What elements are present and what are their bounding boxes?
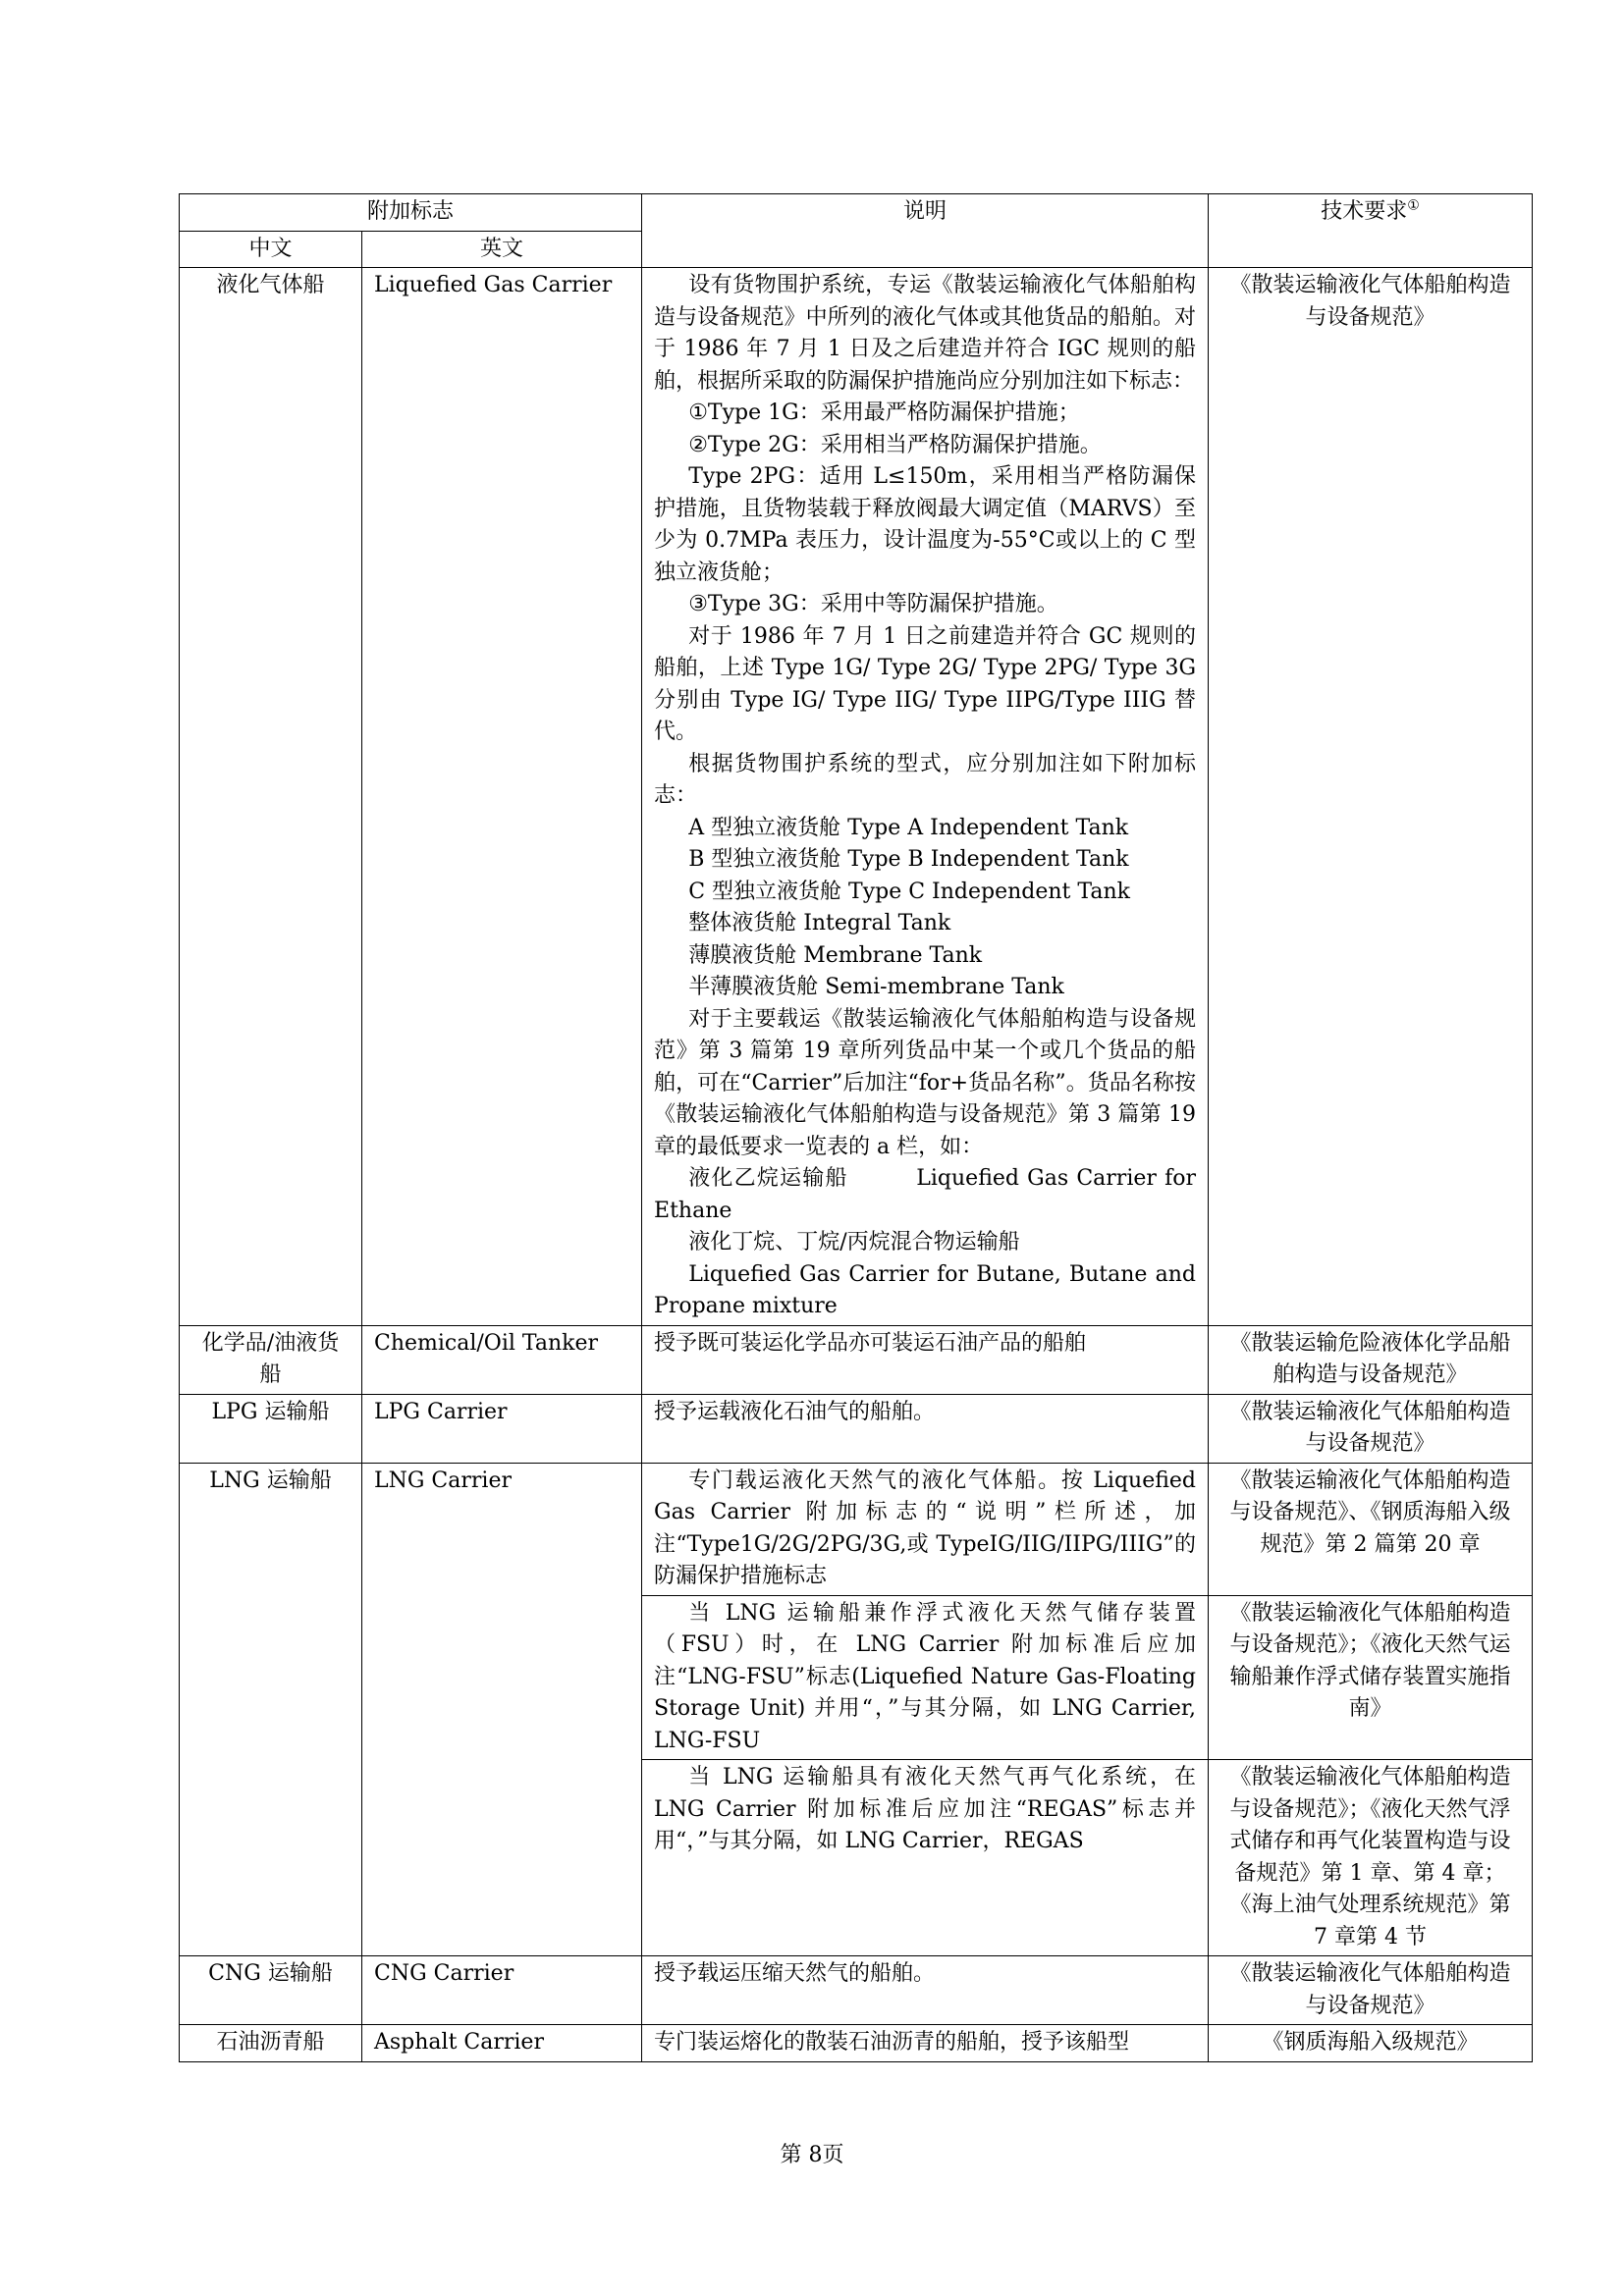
- desc-paragraph: 设有货物围护系统，专运《散装运输液化气体船舶构造与设备规范》中所列的液化气体或其他货品的船舶。对于 1986 年 7 月 1 日及之后建造并符合 IGC 规则的船舶，根据所采取的防漏保护措施尚应分别加注如下标志：: [654, 273, 1197, 394]
- zh-name: LNG 运输船: [180, 1463, 362, 1956]
- header-tech-footnote: ①: [1407, 197, 1420, 214]
- desc-paragraph: 对于主要载运《散装运输液化气体船舶构造与设备规范》第 3 篇第 19 章所列货品中某一个或几个货品的船舶，可在“Carrier”后加注“for+货品名称”。货品名称按《散装运输液化气体船舶构造与设备规范》第 3 篇第 19 章的最低要求一览表的 a 栏，如：: [654, 1006, 1197, 1159]
- desc-paragraph: 专门载运液化天然气的液化气体船。按 Liquefied Gas Carrier 附加标志的“说明”栏所述，加注“Type1G/2G/2PG/3G,或 TypeIG/IIG/IIPG/IIIG”的防漏保护措施标志: [654, 1468, 1197, 1588]
- description: 授予载运压缩天然气的船舶。: [642, 1956, 1209, 2025]
- desc-item: 薄膜液货舱 Membrane Tank: [688, 942, 983, 968]
- tech-requirement: 《散装运输危险液体化学品船舶构造与设备规范》: [1209, 1325, 1533, 1394]
- desc-paragraph: 根据货物围护系统的型式，应分别加注如下附加标志：: [654, 751, 1197, 808]
- header-group: 附加标志: [180, 194, 642, 232]
- desc-item: 整体液货舱 Integral Tank: [688, 911, 951, 935]
- tech-requirement: 《散装运输液化气体船舶构造与设备规范》: [1209, 1956, 1533, 2025]
- desc-item: B 型独立液货舱 Type B Independent Tank: [688, 847, 1129, 872]
- en-name: Chemical/Oil Tanker: [362, 1325, 642, 1394]
- desc-item: ①Type 1G：采用最严格防漏保护措施；: [688, 400, 1080, 425]
- tech-requirement: 《散装运输液化气体船舶构造与设备规范》；《液化天然气浮式储存和再气化装置构造与设备规范》第 1 章、第 4 章；《海上油气处理系统规范》第 7 章第 4 节: [1209, 1760, 1533, 1956]
- desc-paragraph: Type 2PG：适用 L≤150m，采用相当严格防漏保护措施，且货物装载于释放阀最大调定值（MARVS）至少为 0.7MPa 表压力，设计温度为-55°C或以上的 C 型独立液货舱；: [654, 464, 1197, 585]
- description: [642, 1463, 1209, 1595]
- header-tech-label: 技术要求: [1321, 199, 1408, 224]
- row-lng-carrier: [180, 1463, 1533, 1595]
- en-name: Liquefied Gas Carrier: [362, 268, 642, 1326]
- desc-paragraph: Liquefied Gas Carrier for Butane, Butane and Propane mixture: [654, 1261, 1197, 1318]
- desc-paragraph: 当 LNG 运输船兼作浮式液化天然气储存装置（FSU）时，在 LNG Carrier 附加标准后应加注“LNG-FSU”标志(Liquefied Nature Gas-Floating Storage Unit) 并用“，”与其分隔，如 LNG Carrier, LNG-FSU: [654, 1600, 1197, 1753]
- row-cng-carrier: [180, 1956, 1533, 2025]
- description: [642, 1760, 1209, 1956]
- description: [642, 268, 1209, 1326]
- tech-requirement: 《散装运输液化气体船舶构造与设备规范》、《钢质海船入级规范》第 2 篇第 20 章: [1209, 1463, 1533, 1595]
- row-lpg-carrier: [180, 1394, 1533, 1463]
- en-name: LNG Carrier: [362, 1463, 642, 1956]
- annotation-table: [179, 193, 1533, 2062]
- desc-paragraph: 当 LNG 运输船具有液化天然气再气化系统，在 LNG Carrier 附加标准后应加注“REGAS”标志并用“，”与其分隔，如 LNG Carrier，REGAS: [654, 1765, 1197, 1853]
- row-chemical-oil-tanker: [180, 1325, 1533, 1394]
- desc-paragraph: 液化乙烷运输船 Liquefied Gas Carrier for Ethane: [654, 1166, 1197, 1223]
- row-liquefied-gas-carrier: [180, 268, 1533, 1326]
- header-en: 英文: [362, 231, 642, 268]
- en-name: CNG Carrier: [362, 1956, 642, 2025]
- tech-requirement: 《散装运输液化气体船舶构造与设备规范》: [1209, 268, 1533, 1326]
- en-name: LPG Carrier: [362, 1394, 642, 1463]
- header-tech: [1209, 194, 1533, 268]
- header-row-1: [180, 194, 1533, 232]
- desc-item: A 型独立液货舱 Type A Independent Tank: [688, 815, 1129, 840]
- page-number: 第 8页: [780, 2143, 844, 2167]
- tech-requirement: 《钢质海船入级规范》: [1209, 2025, 1533, 2062]
- zh-name: 液化气体船: [180, 268, 362, 1326]
- description: 专门装运熔化的散装石油沥青的船舶，授予该船型: [642, 2025, 1209, 2062]
- desc-item: ③Type 3G：采用中等防漏保护措施。: [688, 592, 1058, 616]
- zh-name: 化学品/油液货船: [180, 1325, 362, 1394]
- en-name: Asphalt Carrier: [362, 2025, 642, 2062]
- zh-name: CNG 运输船: [180, 1956, 362, 2025]
- desc-item: ②Type 2G：采用相当严格防漏保护措施。: [688, 432, 1102, 457]
- header-zh: 中文: [180, 231, 362, 268]
- description: [642, 1595, 1209, 1760]
- description: 授予运载液化石油气的船舶。: [642, 1394, 1209, 1463]
- zh-name: 石油沥青船: [180, 2025, 362, 2062]
- desc-item: 半薄膜液货舱 Semi-membrane Tank: [688, 975, 1064, 999]
- tech-requirement: 《散装运输液化气体船舶构造与设备规范》: [1209, 1394, 1533, 1463]
- zh-name: LPG 运输船: [180, 1394, 362, 1463]
- description: 授予既可装运化学品亦可装运石油产品的船舶: [642, 1325, 1209, 1394]
- row-asphalt-carrier: [180, 2025, 1533, 2062]
- tech-requirement: 《散装运输液化气体船舶构造与设备规范》；《液化天然气运输船兼作浮式储存装置实施指南》: [1209, 1595, 1533, 1760]
- desc-item: 液化丁烷、丁烷/丙烷混合物运输船: [688, 1230, 1020, 1255]
- desc-paragraph: 对于 1986 年 7 月 1 日之前建造并符合 GC 规则的船舶，上述 Type 1G/ Type 2G/ Type 2PG/ Type 3G 分别由 Type IG/ Type IIG/ Type IIPG/Type IIIG 替代。: [654, 623, 1197, 744]
- header-desc: 说明: [642, 194, 1209, 268]
- desc-item: C 型独立液货舱 Type C Independent Tank: [688, 879, 1130, 904]
